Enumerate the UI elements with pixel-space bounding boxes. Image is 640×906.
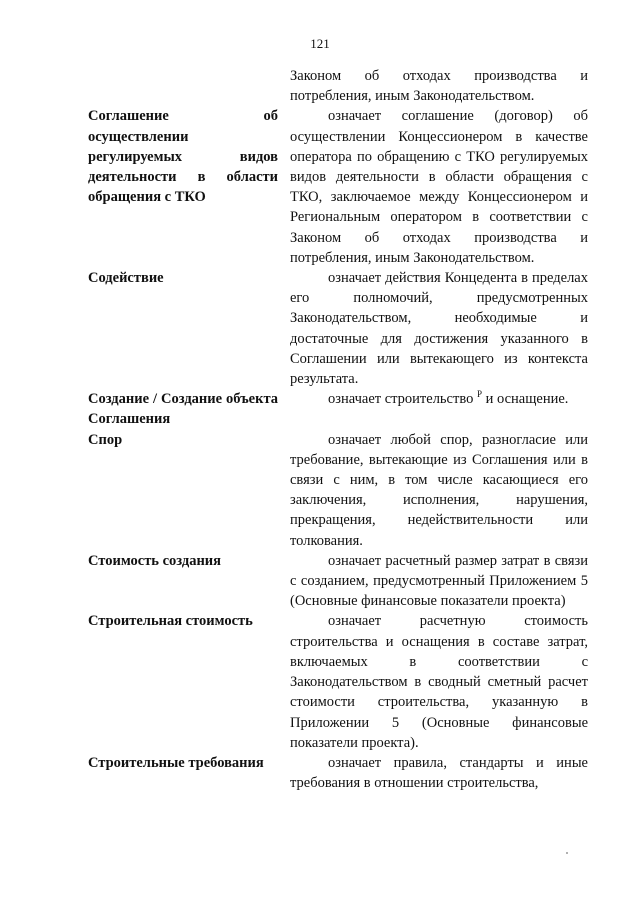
glossary-definition (290, 389, 588, 409)
glossary-entry (88, 611, 588, 752)
definition-text: означает строительство (328, 391, 477, 408)
glossary-definition (290, 430, 588, 551)
definition-text: означает расчетный размер затрат в связи с созданием, предусмотренный Приложением 5 (Основные финансовые показатели проекта) (290, 552, 588, 610)
page-number: 121 (310, 36, 330, 51)
definition-text: означает расчетную стоимость строительства и оснащения в составе затрат, включаемых в соответствии с Законодательством в сводный сметный расчет стоимости строительства, указанную в Приложении 5 (Основные финансовые показатели проекта). (290, 613, 588, 751)
scan-speck (566, 852, 568, 854)
glossary-term: Спор (88, 431, 123, 448)
definition-text: означает любой спор, разногласие или требование, вытекающие из Соглашения или в связи с ним, в том числе касающиеся его заключения, исполнения, нарушения, прекращения, недействительности или толкования. (290, 431, 588, 549)
glossary-entry (88, 430, 588, 551)
glossary-list (88, 66, 588, 793)
footnote-marker: Р (476, 389, 482, 400)
glossary-entry (88, 551, 588, 612)
glossary-term: Содействие (88, 270, 164, 287)
glossary-definition (290, 611, 588, 752)
glossary-entry (88, 753, 588, 793)
glossary-entry (88, 389, 588, 429)
glossary-term: Соглашение об осуществлении регулируемых видов деятельности в области обращения с ТКО (88, 108, 278, 206)
glossary-term: Строительные требования (88, 754, 264, 771)
glossary-term: Строительная стоимость (88, 613, 253, 630)
glossary-definition (290, 106, 588, 268)
glossary-entry (88, 106, 588, 268)
glossary-term: Стоимость создания (88, 552, 221, 569)
glossary-definition (290, 66, 588, 106)
glossary-definition (290, 268, 588, 389)
glossary-entry-continuation (88, 66, 588, 106)
glossary-entry (88, 268, 588, 389)
glossary-definition (290, 753, 588, 793)
definition-text: означает действия Концедента в пределах его полномочий, предусмотренных Законодательством, необходимые и достаточные для достижения указанного в Соглашении или вытекающего из контекста результата. (290, 270, 588, 388)
glossary-definition (290, 551, 588, 612)
definition-text: означает правила, стандарты и иные требования в отношении строительства, (290, 754, 588, 792)
glossary-term: Создание / Создание объекта Соглашения (88, 391, 278, 428)
definition-text: означает соглашение (договор) об осуществлении Концессионером в качестве оператора по обращению с ТКО регулируемых видов деятельности в области обращения с ТКО, заключаемое между Концессионером и Региональным оператором в соответствии с Законом об отходах производства и потребления, иным Законодательством. (290, 108, 588, 266)
definition-text: Законом об отходах производства и потребления, иным Законодательством. (290, 68, 588, 105)
definition-text: и оснащение. (481, 391, 569, 408)
